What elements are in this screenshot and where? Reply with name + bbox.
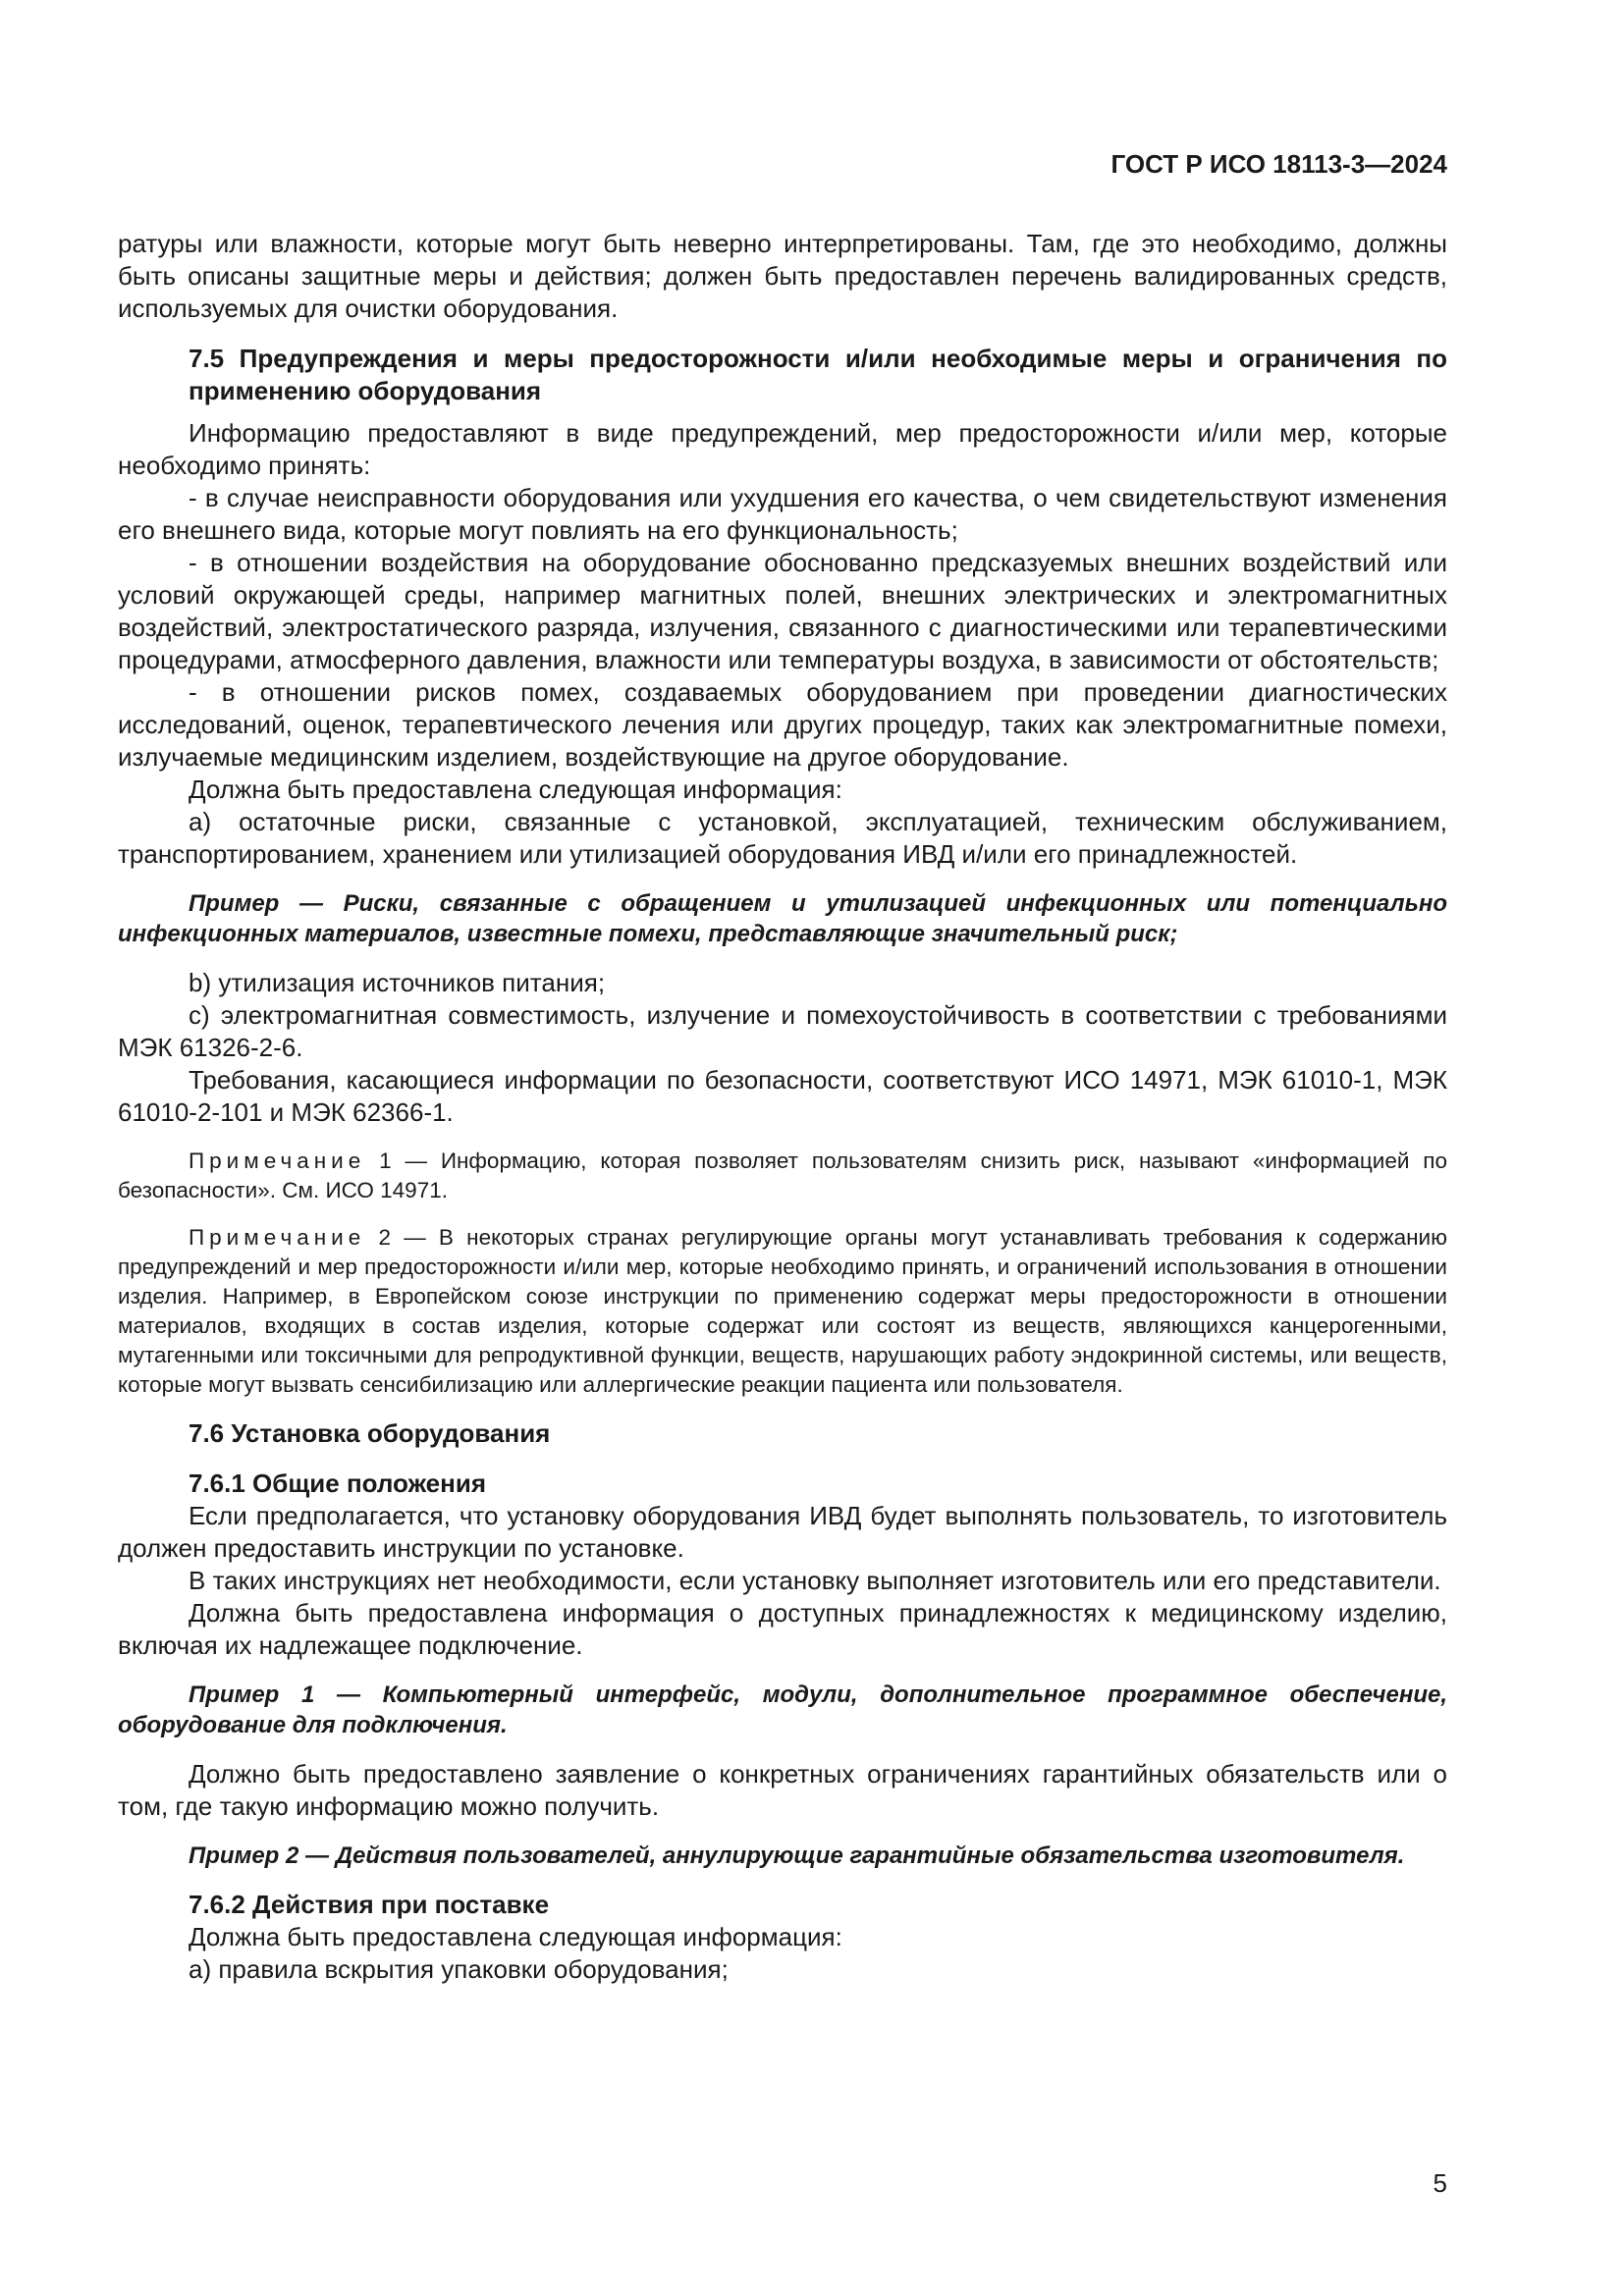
paragraph: Требования, касающиеся информации по безопасности, соответствуют ИСО 14971, МЭК 61010-1, МЭК 61010-2-101 и МЭК 62366-1. [118,1065,1447,1127]
paragraph: Информацию предоставляют в виде предупреждений, мер предосторожности и/или мер, которые необходимо принять: [118,418,1447,480]
list-item: - в отношении рисков помех, создаваемых оборудованием при проведении диагностических исследований, оценок, терапевтического лечения или других процедур, таких как электромагнитные помехи, излучаемые медицинским изделием, воздействующие на другое оборудование. [118,677,1447,772]
paragraph: Должна быть предоставлена следующая информация: [189,774,842,804]
document-code-header: ГОСТ Р ИСО 18113-3—2024 [1110,149,1447,179]
section-heading-7-6: 7.6 Установка оборудования [189,1418,551,1448]
paragraph: Должна быть предоставлена следующая информация: [189,1922,842,1951]
note-label: Примечание [189,1225,366,1250]
note-2 [118,1223,1447,1400]
list-item: a) остаточные риски, связанные с установкой, эксплуатацией, техническим обслуживанием, транспортированием, хранением или утилизацией оборудования ИВД и/или его принадлежностей. [118,807,1447,869]
note-text: 1 — Информацию, которая позволяет пользователям снизить риск, называют «информацией по безопасности». См. ИСО 14971. [118,1148,1447,1202]
list-item: a) правила вскрытия упаковки оборудования; [189,1954,729,1984]
note-1 [118,1147,1447,1205]
list-item: c) электромагнитная совместимость, излучение и помехоустойчивость в соответствии с требованиями МЭК 61326-2-6. [118,1000,1447,1062]
list-item: b) утилизация источников питания; [189,968,606,997]
section-heading-7-6-2: 7.6.2 Действия при поставке [189,1890,550,1919]
continued-paragraph: ратуры или влажности, которые могут быть неверно интерпретированы. Там, где это необходимо, должны быть описаны защитные меры и действия; должен быть предоставлен перечень валидированных средств, используемых для очистки оборудования. [118,229,1447,323]
list-item: - в случае неисправности оборудования или ухудшения его качества, о чем свидетельствуют изменения его внешнего вида, которые могут повлиять на его функциональность; [118,483,1447,545]
paragraph: В таких инструкциях нет необходимости, если установку выполняет изготовитель или его представители. [189,1566,1441,1595]
note-label: Примечание [189,1148,366,1173]
paragraph: Если предполагается, что установку оборудования ИВД будет выполнять пользователь, то изготовитель должен предоставить инструкции по установке. [118,1501,1447,1563]
example-text: Пример 2 — Действия пользователей, аннулирующие гарантийные обязательства изготовителя. [189,1842,1405,1869]
example-text: Пример — Риски, связанные с обращением и утилизацией инфекционных или потенциально инфекционных материалов, известные помехи, представляющие значительный риск; [118,890,1447,947]
paragraph: Должна быть предоставлена информация о доступных принадлежностях к медицинскому изделию, включая их надлежащее подключение. [118,1598,1447,1660]
section-heading-7-5: 7.5 Предупреждения и меры предосторожности и/или необходимые меры и ограничения по применению оборудования [189,344,1447,405]
example-text: Пример 1 — Компьютерный интерфейс, модули, дополнительное программное обеспечение, оборудование для подключения. [118,1682,1447,1738]
section-heading-7-6-1: 7.6.1 Общие положения [189,1468,486,1498]
note-text: 2 — В некоторых странах регулирующие органы могут устанавливать требования к содержанию предупреждений и мер предосторожности и/или мер, которые необходимо принять, и ограничений использования в отношении изделия. Например, в Европейском союзе инструкции по применению содержат меры предосторожности в отношении материалов, входящих в состав изделия, которые содержат или состоят из веществ, являющихся канцерогенными, мутагенными или токсичными для репродуктивной функции, веществ, нарушающих работу эндокринной системы, или веществ, которые могут вызвать сенсибилизацию или аллергические реакции пациента или пользователя. [118,1225,1447,1397]
list-item: - в отношении воздействия на оборудование обоснованно предсказуемых внешних воздействий или условий окружающей среды, например магнитных полей, внешних электрических и электромагнитных воздействий, электростатического разряда, излучения, связанного с диагностическими или терапевтическими процедурами, атмосферного давления, влажности или температуры воздуха, в зависимости от обстоятельств; [118,548,1447,674]
paragraph: Должно быть предоставлено заявление о конкретных ограничениях гарантийных обязательств или о том, где такую информацию можно получить. [118,1759,1447,1821]
page-number: 5 [1433,2168,1447,2198]
document-body [118,228,1447,1986]
